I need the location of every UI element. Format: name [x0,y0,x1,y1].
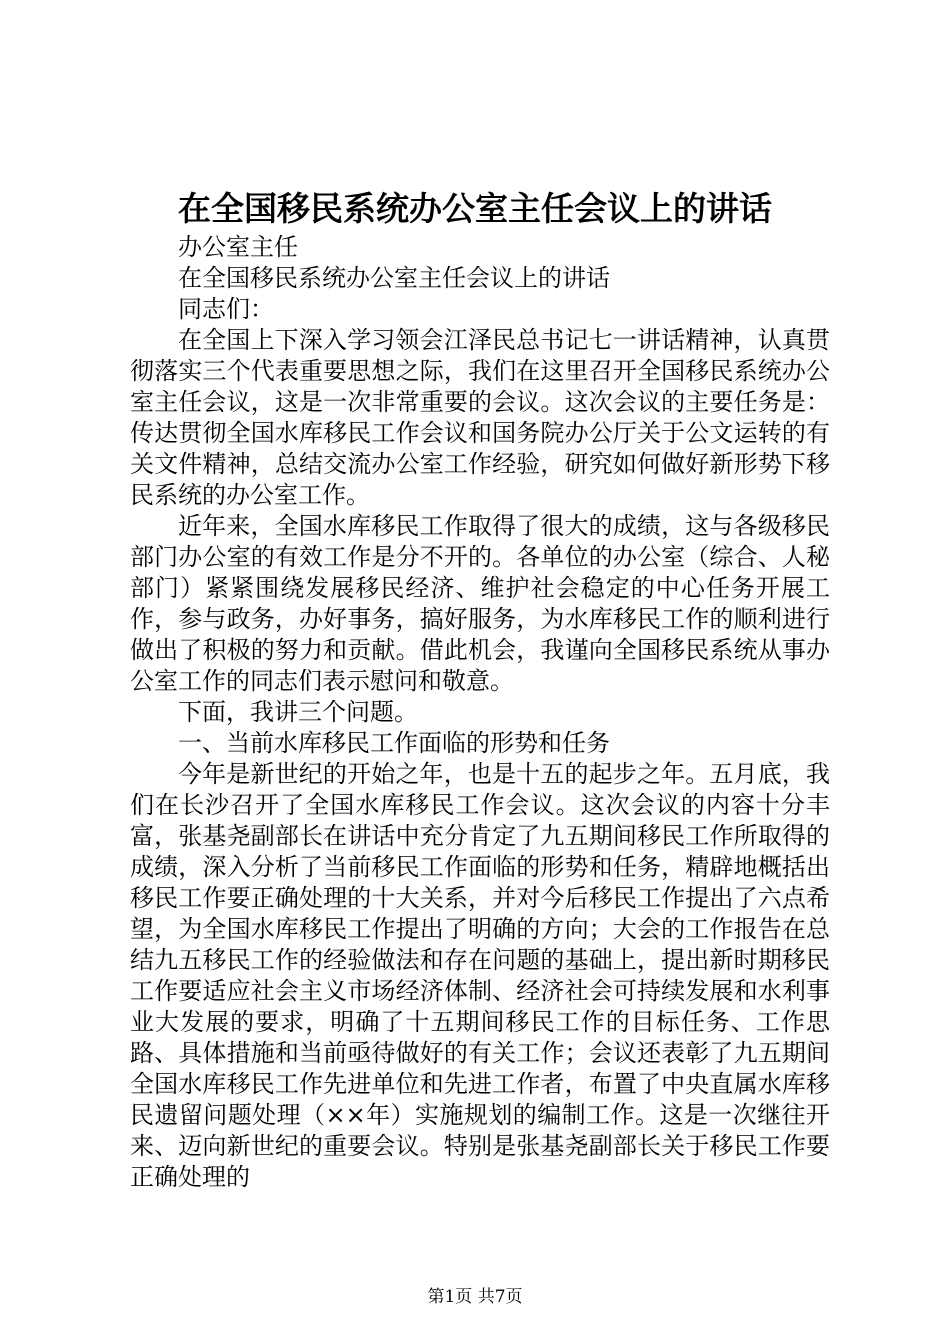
section-heading-1: 一、当前水库移民工作面临的形势和任务 [178,729,610,757]
paragraph-subtitle: 在全国移民系统办公室主任会议上的讲话 [178,264,610,292]
page-footer: 第1页 共7页 [427,1287,523,1307]
paragraph-outline: 下面，我讲三个问题。 [178,698,418,726]
document-body [130,232,830,1193]
paragraph-author: 办公室主任 [178,233,298,261]
paragraph-intro: 在全国上下深入学习领会江泽民总书记七一讲话精神，认真贯彻落实三个代表重要思想之际，我们在这里召开全国移民系统办公室主任会议，这是一次非常重要的会议。这次会议的主要任务是：传达贯彻全国水库移民工作会议和国务院办公厅关于公文运转的有关文件精神，总结交流办公室工作经验，研究如何做好新形势下移民系统的办公室工作。 [130,326,830,509]
paragraph-salutation: 同志们： [178,295,274,323]
paragraph-section-1: 今年是新世纪的开始之年，也是十五的起步之年。五月底，我们在长沙召开了全国水库移民工作会议。这次会议的内容十分丰富，张基尧副部长在讲话中充分肯定了九五期间移民工作所取得的成绩，深入分析了当前移民工作面临的形势和任务，精辟地概括出移民工作要正确处理的十大关系，并对今后移民工作提出了六点希望，为全国水库移民工作提出了明确的方向；大会的工作报告在总结九五移民工作的经验做法和存在问题的基础上，提出新时期移民工作要适应社会主义市场经济体制、经济社会可持续发展和水利事业大发展的要求，明确了十五期间移民工作的目标任务、工作思路、具体措施和当前亟待做好的有关工作；会议还表彰了九五期间全国水库移民工作先进单位和先进工作者，布置了中央直属水库移民遗留问题处理（××年）实施规划的编制工作。这是一次继往开来、迈向新世纪的重要会议。特别是张基尧副部长关于移民工作要正确处理的 [130,760,830,1191]
document-title: 在全国移民系统办公室主任会议上的讲话 [178,189,772,228]
paragraph-achievements: 近年来，全国水库移民工作取得了很大的成绩，这与各级移民部门办公室的有效工作是分不开的。各单位的办公室（综合、人秘部门）紧紧围绕发展移民经济、维护社会稳定的中心任务开展工作，参与政务，办好事务，搞好服务，为水库移民工作的顺利进行做出了积极的努力和贡献。借此机会，我谨向全国移民系统从事办公室工作的同志们表示慰问和敬意。 [130,512,830,695]
